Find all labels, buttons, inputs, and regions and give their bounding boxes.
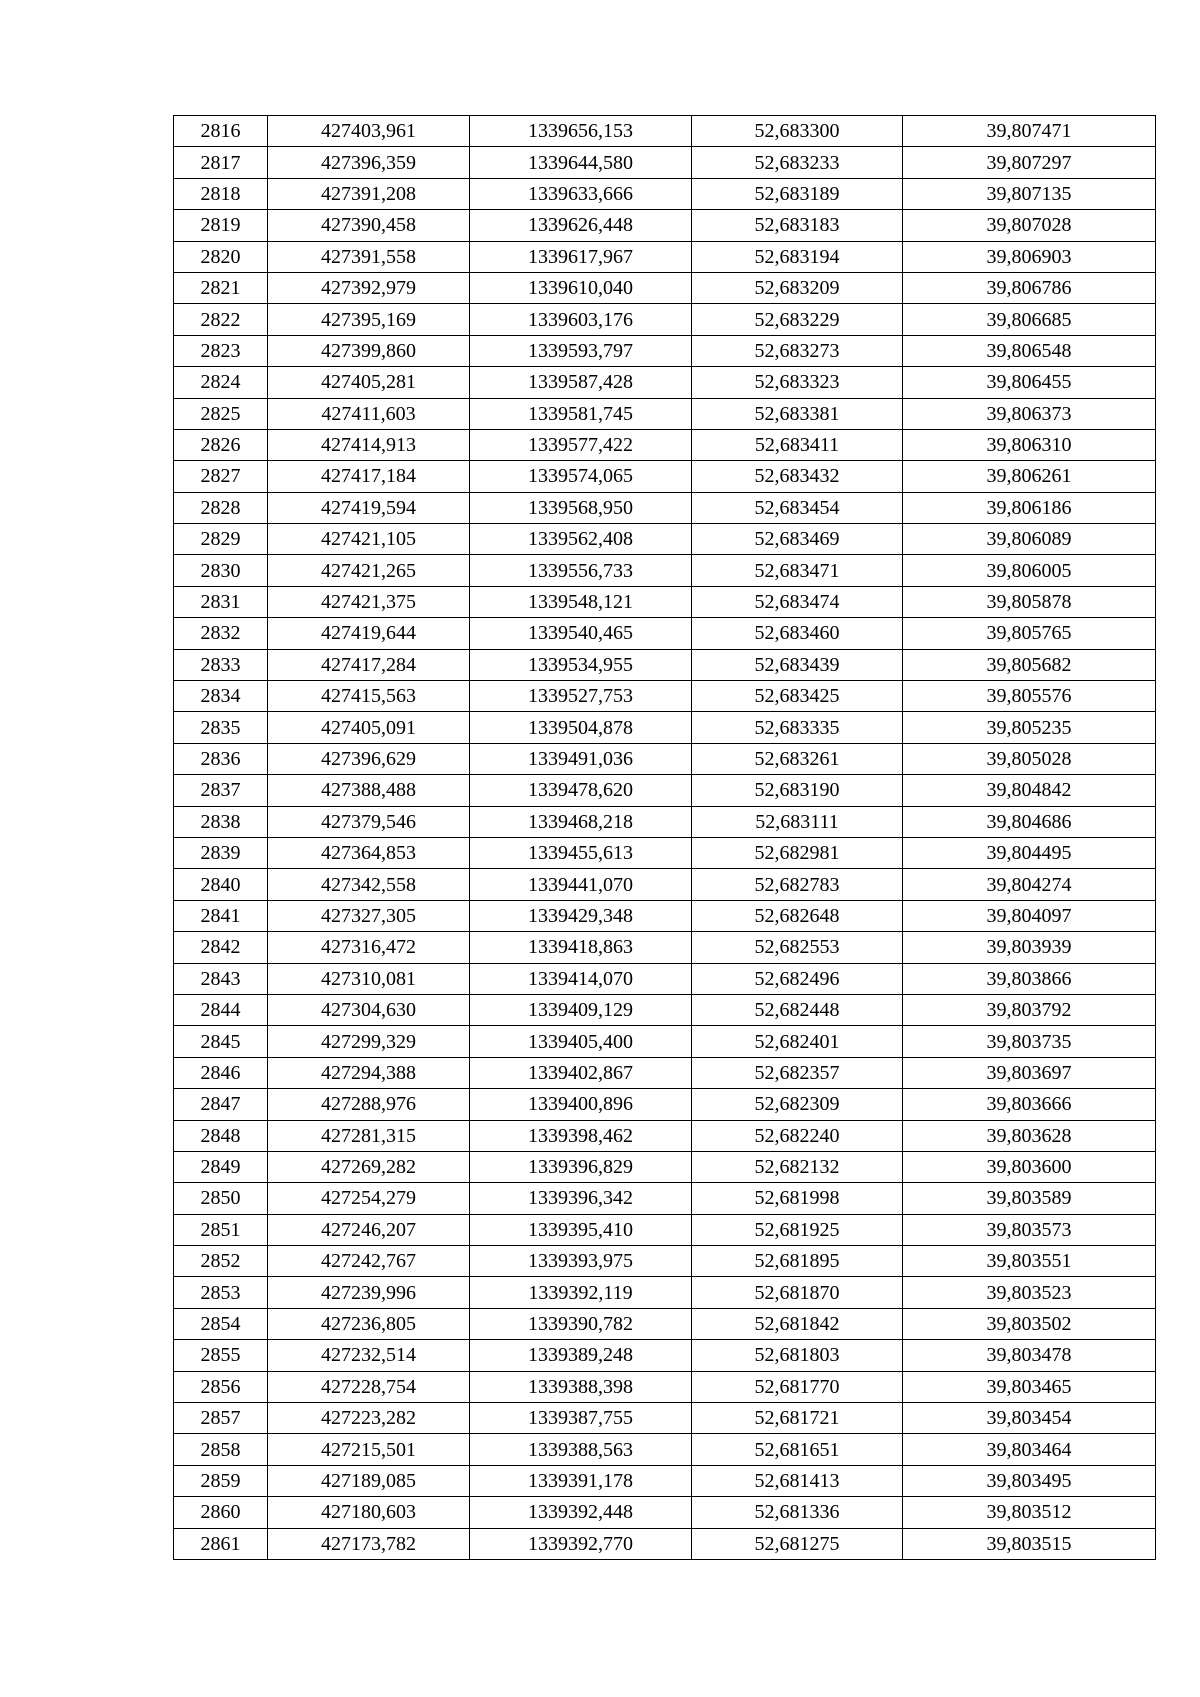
cell-coord-x: 427405,091 [268, 712, 470, 743]
cell-latitude: 52,683425 [692, 681, 903, 712]
table-row [174, 775, 1156, 806]
table-row [174, 837, 1156, 868]
cell-longitude: 39,806685 [903, 304, 1156, 335]
cell-longitude: 39,806903 [903, 241, 1156, 272]
cell-coord-x: 427379,546 [268, 806, 470, 837]
table-row [174, 586, 1156, 617]
cell-latitude: 52,682648 [692, 900, 903, 931]
cell-point-number: 2832 [174, 618, 268, 649]
cell-longitude: 39,806455 [903, 367, 1156, 398]
cell-coord-y: 1339455,613 [470, 837, 692, 868]
cell-longitude: 39,805028 [903, 743, 1156, 774]
cell-coord-y: 1339388,563 [470, 1434, 692, 1465]
cell-coord-x: 427405,281 [268, 367, 470, 398]
cell-longitude: 39,803628 [903, 1120, 1156, 1151]
cell-longitude: 39,803551 [903, 1246, 1156, 1277]
cell-coord-x: 427417,284 [268, 649, 470, 680]
cell-latitude: 52,683183 [692, 210, 903, 241]
cell-coord-y: 1339414,070 [470, 963, 692, 994]
table-row [174, 1528, 1156, 1559]
cell-coord-y: 1339610,040 [470, 272, 692, 303]
table-row [174, 649, 1156, 680]
cell-coord-y: 1339556,733 [470, 555, 692, 586]
cell-point-number: 2850 [174, 1183, 268, 1214]
cell-longitude: 39,805682 [903, 649, 1156, 680]
cell-latitude: 52,682496 [692, 963, 903, 994]
table-row [174, 1057, 1156, 1088]
cell-coord-x: 427232,514 [268, 1340, 470, 1371]
cell-latitude: 52,682783 [692, 869, 903, 900]
cell-coord-y: 1339568,950 [470, 492, 692, 523]
cell-latitude: 52,683411 [692, 429, 903, 460]
cell-point-number: 2829 [174, 524, 268, 555]
cell-longitude: 39,804495 [903, 837, 1156, 868]
cell-longitude: 39,803792 [903, 994, 1156, 1025]
cell-point-number: 2855 [174, 1340, 268, 1371]
table-row [174, 1214, 1156, 1245]
cell-coord-x: 427228,754 [268, 1371, 470, 1402]
table-row [174, 1246, 1156, 1277]
table-row [174, 1151, 1156, 1182]
cell-point-number: 2860 [174, 1497, 268, 1528]
cell-longitude: 39,806089 [903, 524, 1156, 555]
cell-coord-x: 427310,081 [268, 963, 470, 994]
cell-coord-x: 427327,305 [268, 900, 470, 931]
cell-coord-y: 1339441,070 [470, 869, 692, 900]
cell-coord-y: 1339390,782 [470, 1308, 692, 1339]
cell-latitude: 52,681770 [692, 1371, 903, 1402]
cell-point-number: 2817 [174, 147, 268, 178]
cell-longitude: 39,803512 [903, 1497, 1156, 1528]
table-row [174, 398, 1156, 429]
cell-latitude: 52,682553 [692, 932, 903, 963]
cell-coord-x: 427236,805 [268, 1308, 470, 1339]
cell-coord-y: 1339393,975 [470, 1246, 692, 1277]
cell-point-number: 2856 [174, 1371, 268, 1402]
cell-latitude: 52,683190 [692, 775, 903, 806]
cell-coord-x: 427281,315 [268, 1120, 470, 1151]
table-row [174, 1026, 1156, 1057]
cell-latitude: 52,681275 [692, 1528, 903, 1559]
cell-latitude: 52,683273 [692, 335, 903, 366]
cell-coord-x: 427390,458 [268, 210, 470, 241]
table-row [174, 1277, 1156, 1308]
cell-longitude: 39,806310 [903, 429, 1156, 460]
cell-point-number: 2841 [174, 900, 268, 931]
cell-point-number: 2861 [174, 1528, 268, 1559]
table-row [174, 743, 1156, 774]
cell-coord-x: 427421,375 [268, 586, 470, 617]
table-row [174, 900, 1156, 931]
cell-longitude: 39,806548 [903, 335, 1156, 366]
cell-longitude: 39,806005 [903, 555, 1156, 586]
cell-longitude: 39,806261 [903, 461, 1156, 492]
cell-point-number: 2851 [174, 1214, 268, 1245]
cell-point-number: 2858 [174, 1434, 268, 1465]
table-row [174, 1371, 1156, 1402]
cell-coord-x: 427180,603 [268, 1497, 470, 1528]
cell-coord-y: 1339392,770 [470, 1528, 692, 1559]
cell-coord-x: 427391,558 [268, 241, 470, 272]
cell-longitude: 39,803465 [903, 1371, 1156, 1402]
cell-coord-x: 427242,767 [268, 1246, 470, 1277]
cell-coord-y: 1339468,218 [470, 806, 692, 837]
cell-coord-y: 1339534,955 [470, 649, 692, 680]
cell-point-number: 2844 [174, 994, 268, 1025]
cell-coord-x: 427411,603 [268, 398, 470, 429]
cell-coord-x: 427399,860 [268, 335, 470, 366]
cell-longitude: 39,804097 [903, 900, 1156, 931]
cell-coord-y: 1339391,178 [470, 1465, 692, 1496]
cell-latitude: 52,683189 [692, 178, 903, 209]
cell-point-number: 2826 [174, 429, 268, 460]
table-row [174, 1183, 1156, 1214]
cell-coord-x: 427415,563 [268, 681, 470, 712]
table-row [174, 1340, 1156, 1371]
cell-longitude: 39,803666 [903, 1089, 1156, 1120]
table-row [174, 367, 1156, 398]
cell-longitude: 39,806373 [903, 398, 1156, 429]
cell-coord-x: 427254,279 [268, 1183, 470, 1214]
cell-longitude: 39,803735 [903, 1026, 1156, 1057]
cell-longitude: 39,803495 [903, 1465, 1156, 1496]
cell-latitude: 52,681998 [692, 1183, 903, 1214]
cell-point-number: 2816 [174, 116, 268, 147]
cell-longitude: 39,806186 [903, 492, 1156, 523]
table-row [174, 1465, 1156, 1496]
cell-point-number: 2827 [174, 461, 268, 492]
table-row [174, 241, 1156, 272]
cell-point-number: 2823 [174, 335, 268, 366]
cell-latitude: 52,683233 [692, 147, 903, 178]
cell-longitude: 39,803939 [903, 932, 1156, 963]
cell-coord-x: 427246,207 [268, 1214, 470, 1245]
cell-coord-y: 1339644,580 [470, 147, 692, 178]
cell-coord-x: 427419,644 [268, 618, 470, 649]
cell-coord-y: 1339577,422 [470, 429, 692, 460]
cell-latitude: 52,683432 [692, 461, 903, 492]
cell-latitude: 52,681651 [692, 1434, 903, 1465]
cell-longitude: 39,803464 [903, 1434, 1156, 1465]
cell-coord-x: 427417,184 [268, 461, 470, 492]
cell-point-number: 2820 [174, 241, 268, 272]
cell-coord-y: 1339478,620 [470, 775, 692, 806]
cell-coord-y: 1339574,065 [470, 461, 692, 492]
table-row [174, 304, 1156, 335]
cell-coord-y: 1339392,119 [470, 1277, 692, 1308]
cell-coord-x: 427223,282 [268, 1403, 470, 1434]
cell-point-number: 2821 [174, 272, 268, 303]
cell-coord-y: 1339504,878 [470, 712, 692, 743]
cell-coord-x: 427392,979 [268, 272, 470, 303]
cell-latitude: 52,681721 [692, 1403, 903, 1434]
cell-coord-x: 427364,853 [268, 837, 470, 868]
table-row [174, 1120, 1156, 1151]
cell-coord-x: 427189,085 [268, 1465, 470, 1496]
table-row [174, 429, 1156, 460]
cell-coord-x: 427304,630 [268, 994, 470, 1025]
cell-coord-x: 427299,329 [268, 1026, 470, 1057]
table-row [174, 1308, 1156, 1339]
cell-coord-y: 1339398,462 [470, 1120, 692, 1151]
cell-point-number: 2822 [174, 304, 268, 335]
cell-coord-y: 1339400,896 [470, 1089, 692, 1120]
cell-point-number: 2853 [174, 1277, 268, 1308]
table-row [174, 335, 1156, 366]
cell-longitude: 39,807135 [903, 178, 1156, 209]
cell-latitude: 52,683300 [692, 116, 903, 147]
cell-latitude: 52,682357 [692, 1057, 903, 1088]
cell-coord-y: 1339395,410 [470, 1214, 692, 1245]
cell-coord-y: 1339593,797 [470, 335, 692, 366]
cell-point-number: 2831 [174, 586, 268, 617]
table-row [174, 147, 1156, 178]
cell-point-number: 2842 [174, 932, 268, 963]
cell-longitude: 39,807297 [903, 147, 1156, 178]
cell-longitude: 39,803515 [903, 1528, 1156, 1559]
cell-coord-x: 427388,488 [268, 775, 470, 806]
cell-point-number: 2852 [174, 1246, 268, 1277]
cell-coord-y: 1339626,448 [470, 210, 692, 241]
cell-coord-y: 1339387,755 [470, 1403, 692, 1434]
table-row [174, 461, 1156, 492]
cell-latitude: 52,683474 [692, 586, 903, 617]
table-row [174, 1497, 1156, 1528]
cell-coord-x: 427421,105 [268, 524, 470, 555]
cell-point-number: 2839 [174, 837, 268, 868]
cell-latitude: 52,681842 [692, 1308, 903, 1339]
cell-coord-x: 427342,558 [268, 869, 470, 900]
table-row [174, 869, 1156, 900]
cell-longitude: 39,806786 [903, 272, 1156, 303]
cell-coord-x: 427269,282 [268, 1151, 470, 1182]
cell-coord-x: 427239,996 [268, 1277, 470, 1308]
cell-point-number: 2819 [174, 210, 268, 241]
cell-point-number: 2838 [174, 806, 268, 837]
cell-coord-y: 1339405,400 [470, 1026, 692, 1057]
cell-latitude: 52,681803 [692, 1340, 903, 1371]
cell-coord-y: 1339388,398 [470, 1371, 692, 1402]
cell-longitude: 39,804686 [903, 806, 1156, 837]
cell-coord-x: 427396,359 [268, 147, 470, 178]
cell-coord-y: 1339548,121 [470, 586, 692, 617]
cell-point-number: 2840 [174, 869, 268, 900]
cell-point-number: 2837 [174, 775, 268, 806]
cell-longitude: 39,805235 [903, 712, 1156, 743]
cell-point-number: 2834 [174, 681, 268, 712]
cell-coord-y: 1339429,348 [470, 900, 692, 931]
cell-latitude: 52,683111 [692, 806, 903, 837]
cell-point-number: 2825 [174, 398, 268, 429]
cell-longitude: 39,803502 [903, 1308, 1156, 1339]
cell-coord-y: 1339491,036 [470, 743, 692, 774]
cell-coord-y: 1339402,867 [470, 1057, 692, 1088]
cell-coord-y: 1339617,967 [470, 241, 692, 272]
cell-coord-x: 427396,629 [268, 743, 470, 774]
cell-point-number: 2845 [174, 1026, 268, 1057]
cell-coord-y: 1339633,666 [470, 178, 692, 209]
cell-point-number: 2833 [174, 649, 268, 680]
cell-latitude: 52,682401 [692, 1026, 903, 1057]
cell-coord-y: 1339540,465 [470, 618, 692, 649]
cell-latitude: 52,683261 [692, 743, 903, 774]
cell-coord-y: 1339587,428 [470, 367, 692, 398]
cell-latitude: 52,681925 [692, 1214, 903, 1245]
cell-coord-y: 1339418,863 [470, 932, 692, 963]
cell-longitude: 39,805765 [903, 618, 1156, 649]
cell-latitude: 52,682240 [692, 1120, 903, 1151]
table-row [174, 932, 1156, 963]
cell-latitude: 52,683323 [692, 367, 903, 398]
cell-latitude: 52,683335 [692, 712, 903, 743]
coordinates-table [173, 115, 1156, 1560]
cell-coord-y: 1339396,829 [470, 1151, 692, 1182]
cell-latitude: 52,683460 [692, 618, 903, 649]
table-row [174, 963, 1156, 994]
cell-coord-y: 1339527,753 [470, 681, 692, 712]
cell-point-number: 2818 [174, 178, 268, 209]
cell-coord-x: 427403,961 [268, 116, 470, 147]
cell-coord-y: 1339396,342 [470, 1183, 692, 1214]
table-row [174, 681, 1156, 712]
cell-point-number: 2836 [174, 743, 268, 774]
cell-point-number: 2828 [174, 492, 268, 523]
table-row [174, 618, 1156, 649]
cell-latitude: 52,683194 [692, 241, 903, 272]
cell-latitude: 52,683454 [692, 492, 903, 523]
cell-longitude: 39,805878 [903, 586, 1156, 617]
cell-coord-y: 1339581,745 [470, 398, 692, 429]
cell-latitude: 52,681413 [692, 1465, 903, 1496]
cell-coord-x: 427414,913 [268, 429, 470, 460]
table-row [174, 272, 1156, 303]
cell-latitude: 52,683209 [692, 272, 903, 303]
cell-coord-x: 427215,501 [268, 1434, 470, 1465]
table-row [174, 178, 1156, 209]
cell-point-number: 2835 [174, 712, 268, 743]
cell-longitude: 39,803573 [903, 1214, 1156, 1245]
cell-longitude: 39,804274 [903, 869, 1156, 900]
cell-longitude: 39,803454 [903, 1403, 1156, 1434]
cell-point-number: 2830 [174, 555, 268, 586]
table-row [174, 712, 1156, 743]
cell-coord-x: 427316,472 [268, 932, 470, 963]
table-row [174, 555, 1156, 586]
cell-longitude: 39,807028 [903, 210, 1156, 241]
cell-latitude: 52,682448 [692, 994, 903, 1025]
table-row [174, 524, 1156, 555]
cell-longitude: 39,805576 [903, 681, 1156, 712]
table-row [174, 994, 1156, 1025]
cell-coord-y: 1339656,153 [470, 116, 692, 147]
cell-longitude: 39,803866 [903, 963, 1156, 994]
cell-longitude: 39,803523 [903, 1277, 1156, 1308]
cell-longitude: 39,803478 [903, 1340, 1156, 1371]
cell-coord-x: 427294,388 [268, 1057, 470, 1088]
cell-latitude: 52,683471 [692, 555, 903, 586]
table-row [174, 1089, 1156, 1120]
cell-coord-x: 427391,208 [268, 178, 470, 209]
cell-coord-y: 1339409,129 [470, 994, 692, 1025]
cell-latitude: 52,681895 [692, 1246, 903, 1277]
cell-point-number: 2859 [174, 1465, 268, 1496]
cell-longitude: 39,803600 [903, 1151, 1156, 1182]
table-row [174, 806, 1156, 837]
cell-point-number: 2847 [174, 1089, 268, 1120]
cell-point-number: 2846 [174, 1057, 268, 1088]
cell-longitude: 39,804842 [903, 775, 1156, 806]
cell-latitude: 52,683469 [692, 524, 903, 555]
cell-point-number: 2857 [174, 1403, 268, 1434]
cell-latitude: 52,683381 [692, 398, 903, 429]
cell-latitude: 52,682981 [692, 837, 903, 868]
table-row [174, 116, 1156, 147]
cell-point-number: 2824 [174, 367, 268, 398]
cell-latitude: 52,682309 [692, 1089, 903, 1120]
cell-longitude: 39,807471 [903, 116, 1156, 147]
cell-coord-y: 1339389,248 [470, 1340, 692, 1371]
cell-point-number: 2848 [174, 1120, 268, 1151]
cell-coord-x: 427173,782 [268, 1528, 470, 1559]
cell-coord-x: 427419,594 [268, 492, 470, 523]
cell-coord-y: 1339603,176 [470, 304, 692, 335]
cell-coord-y: 1339562,408 [470, 524, 692, 555]
cell-latitude: 52,681870 [692, 1277, 903, 1308]
table-row [174, 492, 1156, 523]
cell-latitude: 52,681336 [692, 1497, 903, 1528]
cell-coord-x: 427395,169 [268, 304, 470, 335]
cell-coord-y: 1339392,448 [470, 1497, 692, 1528]
cell-coord-x: 427288,976 [268, 1089, 470, 1120]
cell-point-number: 2843 [174, 963, 268, 994]
table-row [174, 210, 1156, 241]
cell-point-number: 2854 [174, 1308, 268, 1339]
cell-point-number: 2849 [174, 1151, 268, 1182]
cell-longitude: 39,803589 [903, 1183, 1156, 1214]
cell-coord-x: 427421,265 [268, 555, 470, 586]
coordinates-table-body [174, 116, 1156, 1560]
table-row [174, 1434, 1156, 1465]
cell-latitude: 52,683229 [692, 304, 903, 335]
cell-latitude: 52,683439 [692, 649, 903, 680]
cell-latitude: 52,682132 [692, 1151, 903, 1182]
cell-longitude: 39,803697 [903, 1057, 1156, 1088]
table-row [174, 1403, 1156, 1434]
